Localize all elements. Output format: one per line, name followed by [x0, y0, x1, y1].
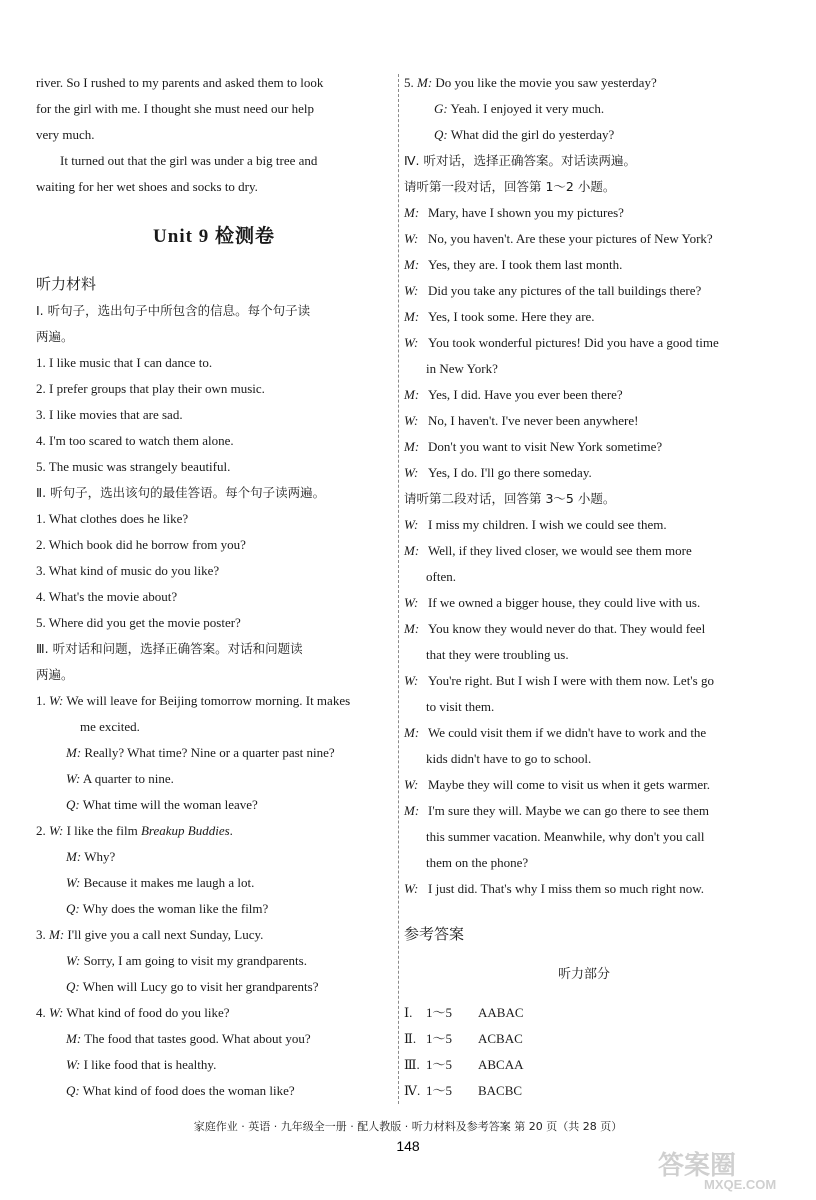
dialogue-text: I like food that is healthy. — [83, 1057, 217, 1072]
dialogue-3-w1 — [36, 948, 392, 974]
dialogue-text: Because it makes me laugh a lot. — [83, 875, 255, 890]
dialogue-text: Yes, I did. Have you ever been there? — [428, 387, 623, 402]
intro-line-1: river. So I rushed to my parents and asked them to look — [36, 75, 324, 90]
dialogue-1-q — [36, 792, 392, 818]
dialogue-2-m1 — [36, 844, 392, 870]
part2-item-1: 1. What clothes does he like? — [36, 511, 189, 526]
speaker-label: M: — [404, 309, 420, 324]
answer-value: AABAC — [478, 1005, 524, 1020]
answer-row — [404, 1052, 764, 1078]
speaker-label: W: — [404, 595, 419, 610]
part2-heading: Ⅱ. 听句子，选出该句的最佳答语。每个句子读两遍。 — [36, 485, 326, 500]
dialogue-text: Sorry, I am going to visit my grandparents. — [83, 953, 307, 968]
speaker-label: M: — [404, 725, 420, 740]
speaker-label: W: — [404, 777, 419, 792]
dialogue-4-w1 — [36, 1000, 392, 1026]
dialogue-text: No, I haven't. I've never been anywhere! — [428, 413, 639, 428]
speaker-label: Q: — [66, 797, 80, 812]
conv2-line-3 — [404, 590, 764, 616]
answer-value: ACBAC — [478, 1031, 523, 1046]
unit-title: Unit 9 检测卷 — [153, 226, 275, 247]
watermark-url: MXQE.COM — [704, 1177, 777, 1192]
part3-heading-1: Ⅲ. 听对话和问题，选择正确答案。对话和问题读 — [36, 641, 303, 656]
dialogue-text: If we owned a bigger house, they could live with us. — [428, 595, 701, 610]
part1-item-1: 1. I like music that I can dance to. — [36, 355, 213, 370]
dialogue-text: Do you like the movie you saw yesterday? — [435, 75, 657, 90]
speaker-label: Q: — [66, 1083, 80, 1098]
part1-heading-1: Ⅰ. 听句子，选出句子中所包含的信息。每个句子读 — [36, 303, 311, 318]
speaker-label: M: — [404, 439, 420, 454]
page-number: 148 — [396, 1138, 420, 1154]
dialogue-number: 2. — [36, 823, 46, 838]
dialogue-2-w1 — [36, 818, 392, 844]
dialogue-text: Well, if they lived closer, we would see them more — [428, 543, 692, 558]
watermark-logo — [652, 1146, 802, 1192]
part3-heading-2: 两遍。 — [36, 667, 74, 682]
conv2-line-1 — [404, 512, 764, 538]
part2-item-5: 5. Where did you get the movie poster? — [36, 615, 241, 630]
conv2-line-4 — [404, 616, 764, 642]
conv2-line-2-cont: often. — [426, 569, 456, 584]
left-column — [36, 70, 392, 1104]
speaker-label: W: — [66, 953, 81, 968]
speaker-label: W: — [404, 413, 419, 428]
conv1-line-4 — [404, 278, 764, 304]
dialogue-1-w2 — [36, 766, 392, 792]
speaker-label: W: — [66, 771, 81, 786]
dialogue-text: Why? — [84, 849, 116, 864]
conv1-line-1 — [404, 200, 764, 226]
part1-item-5: 5. The music was strangely beautiful. — [36, 459, 231, 474]
speaker-label: W: — [66, 1057, 81, 1072]
answer-roman: Ⅳ. — [404, 1083, 421, 1098]
dialogue-text: Don't you want to visit New York sometime? — [428, 439, 663, 454]
speaker-label: Q: — [66, 901, 80, 916]
dialogue-text: me excited. — [80, 719, 140, 734]
speaker-label: W: — [49, 693, 64, 708]
conv1-line-2 — [404, 226, 764, 252]
speaker-label: M: — [66, 1031, 82, 1046]
speaker-label: M: — [404, 621, 420, 636]
answers-title: 参考答案 — [404, 925, 465, 943]
dialogue-text: I miss my children. I wish we could see them. — [428, 517, 667, 532]
speaker-label: Q: — [434, 127, 448, 142]
conv2-line-4-cont: that they were troubling us. — [426, 647, 569, 662]
dialogue-text: We will leave for Beijing tomorrow morning. It makes — [66, 693, 351, 708]
answer-roman: Ⅰ. — [404, 1005, 413, 1020]
answers-subtitle: 听力部分 — [557, 967, 610, 982]
conv2-line-6-cont: kids didn't have to go to school. — [426, 751, 592, 766]
conv2-line-8-cont2: them on the phone? — [426, 855, 529, 870]
part1-item-2: 2. I prefer groups that play their own music. — [36, 381, 265, 396]
dialogue-text: Maybe they will come to visit us when it gets warmer. — [428, 777, 710, 792]
conv1-line-6-cont: in New York? — [426, 361, 498, 376]
dialogue-text: Really? What time? Nine or a quarter past nine? — [84, 745, 335, 760]
conv1-line-3 — [404, 252, 764, 278]
dialogue-text: We could visit them if we didn't have to work and the — [428, 725, 707, 740]
conv2-line-7 — [404, 772, 764, 798]
speaker-label: M: — [417, 75, 433, 90]
speaker-label: W: — [404, 283, 419, 298]
dialogue-text: No, you haven't. Are these your pictures of New York? — [428, 231, 713, 246]
dialogue-number: 4. — [36, 1005, 46, 1020]
dialogue-3-m1 — [36, 922, 392, 948]
speaker-label: W: — [49, 823, 64, 838]
answer-row — [404, 1026, 764, 1052]
speaker-label: W: — [404, 673, 419, 688]
answer-range: 1～5 — [426, 1005, 453, 1020]
dialogue-1-m1 — [36, 740, 392, 766]
dialogue-2-q — [36, 896, 392, 922]
column-divider — [398, 74, 399, 1104]
part2-item-4: 4. What's the movie about? — [36, 589, 178, 604]
answer-roman: Ⅱ. — [404, 1031, 417, 1046]
part4-sub-2: 请听第二段对话，回答第 3～5 小题。 — [404, 491, 616, 506]
right-column — [404, 70, 764, 1104]
dialogue-2-w2 — [36, 870, 392, 896]
part1-item-4: 4. I'm too scared to watch them alone. — [36, 433, 234, 448]
dialogue-4-m1 — [36, 1026, 392, 1052]
part1-heading-2: 两遍。 — [36, 329, 74, 344]
conversation-2 — [404, 512, 764, 902]
answer-range: 1～5 — [426, 1031, 453, 1046]
conv2-line-6 — [404, 720, 764, 746]
dialogue-text: . — [229, 823, 233, 838]
speaker-label: G: — [434, 101, 448, 116]
conv1-line-10 — [404, 460, 764, 486]
dialogue-text: You're right. But I wish I were with them now. Let's go — [428, 673, 714, 688]
answer-range: 1～5 — [426, 1083, 453, 1098]
conv1-line-9 — [404, 434, 764, 460]
speaker-label: W: — [404, 465, 419, 480]
dialogue-1-w1-cont — [36, 714, 392, 740]
conv2-line-8 — [404, 798, 764, 824]
speaker-label: M: — [66, 745, 82, 760]
answer-value: ABCAA — [478, 1057, 524, 1072]
speaker-label: W: — [404, 517, 419, 532]
answer-roman: Ⅲ. — [404, 1057, 420, 1072]
speaker-label: W: — [404, 881, 419, 896]
dialogue-text: What time will the woman leave? — [82, 797, 258, 812]
speaker-label: W: — [49, 1005, 64, 1020]
answer-row — [404, 1000, 764, 1026]
film-title: Breakup Buddies — [140, 823, 230, 838]
dialogue-number: 3. — [36, 927, 46, 942]
intro-line-2: for the girl with me. I thought she must need our help — [36, 101, 315, 116]
conv2-line-5 — [404, 668, 764, 694]
answer-range: 1～5 — [426, 1057, 453, 1072]
conv2-line-5-cont: to visit them. — [426, 699, 495, 714]
dialogue-text: I'm sure they will. Maybe we can go there to see them — [428, 803, 710, 818]
part2-item-2: 2. Which book did he borrow from you? — [36, 537, 246, 552]
dialogue-number: 5. — [404, 75, 414, 90]
speaker-label: M: — [404, 257, 420, 272]
part4-heading: Ⅳ. 听对话，选择正确答案。对话读两遍。 — [404, 153, 636, 168]
dialogue-text: Did you take any pictures of the tall buildings there? — [428, 283, 702, 298]
dialogue-5-q — [404, 122, 764, 148]
conv1-line-6 — [404, 330, 764, 356]
speaker-label: M: — [49, 927, 65, 942]
speaker-label: M: — [404, 543, 420, 558]
intro-line-3: very much. — [36, 127, 95, 142]
conv1-line-7 — [404, 382, 764, 408]
speaker-label: M: — [66, 849, 82, 864]
speaker-label: W: — [66, 875, 81, 890]
dialogue-text: You took wonderful pictures! Did you have a good time — [428, 335, 719, 350]
dialogue-4-q — [36, 1078, 392, 1104]
answer-row — [404, 1078, 764, 1104]
dialogue-text: You know they would never do that. They would feel — [428, 621, 706, 636]
conv1-line-5 — [404, 304, 764, 330]
speaker-label: Q: — [66, 979, 80, 994]
dialogue-text: What kind of food does the woman like? — [82, 1083, 295, 1098]
dialogue-text: Yes, I took some. Here they are. — [428, 309, 595, 324]
speaker-label: M: — [404, 205, 420, 220]
dialogue-text: I just did. That's why I miss them so much right now. — [428, 881, 705, 896]
dialogue-4-w2 — [36, 1052, 392, 1078]
speaker-label: W: — [404, 231, 419, 246]
speaker-label: W: — [404, 335, 419, 350]
dialogue-5-g1 — [404, 96, 764, 122]
part1-item-3: 3. I like movies that are sad. — [36, 407, 183, 422]
para2-line-2: waiting for her wet shoes and socks to dry. — [36, 179, 258, 194]
dialogue-text: Yes, they are. I took them last month. — [428, 257, 623, 272]
dialogue-text: Mary, have I shown you my pictures? — [428, 205, 624, 220]
conv2-line-8-cont: this summer vacation. Meanwhile, why don't you call — [426, 829, 705, 844]
part2-item-3: 3. What kind of music do you like? — [36, 563, 220, 578]
part4-sub-1: 请听第一段对话，回答第 1～2 小题。 — [404, 179, 616, 194]
dialogue-5-m1 — [404, 70, 764, 96]
conv2-line-2 — [404, 538, 764, 564]
conv2-line-9 — [404, 876, 764, 902]
dialogue-3-q — [36, 974, 392, 1000]
dialogue-text: Yeah. I enjoyed it very much. — [450, 101, 605, 116]
speaker-label: M: — [404, 803, 420, 818]
dialogue-text: The food that tastes good. What about you? — [84, 1031, 311, 1046]
watermark-text: 答案圈 — [658, 1151, 737, 1181]
conversation-1 — [404, 200, 764, 486]
dialogue-text: When will Lucy go to visit her grandparents? — [82, 979, 319, 994]
dialogue-text: Yes, I do. I'll go there someday. — [428, 465, 592, 480]
speaker-label: M: — [404, 387, 420, 402]
answer-value: BACBC — [478, 1083, 523, 1098]
page-footer: 家庭作业 · 英语 · 九年级全一册 · 配人教版 · 听力材料及参考答案 第 20 页（共 28 页） — [193, 1120, 623, 1133]
dialogue-1-w1 — [36, 688, 392, 714]
dialogue-text: A quarter to nine. — [82, 771, 174, 786]
dialogue-text: What did the girl do yesterday? — [450, 127, 615, 142]
dialogue-text: I like the film — [66, 823, 141, 838]
dialogue-text: Why does the woman like the film? — [82, 901, 269, 916]
section-title: 听力材料 — [36, 275, 97, 293]
dialogue-number: 1. — [36, 693, 46, 708]
conv1-line-8 — [404, 408, 764, 434]
dialogue-text: What kind of food do you like? — [66, 1005, 230, 1020]
dialogue-text: I'll give you a call next Sunday, Lucy. — [67, 927, 264, 942]
para2-line-1: It turned out that the girl was under a big tree and — [60, 153, 318, 168]
